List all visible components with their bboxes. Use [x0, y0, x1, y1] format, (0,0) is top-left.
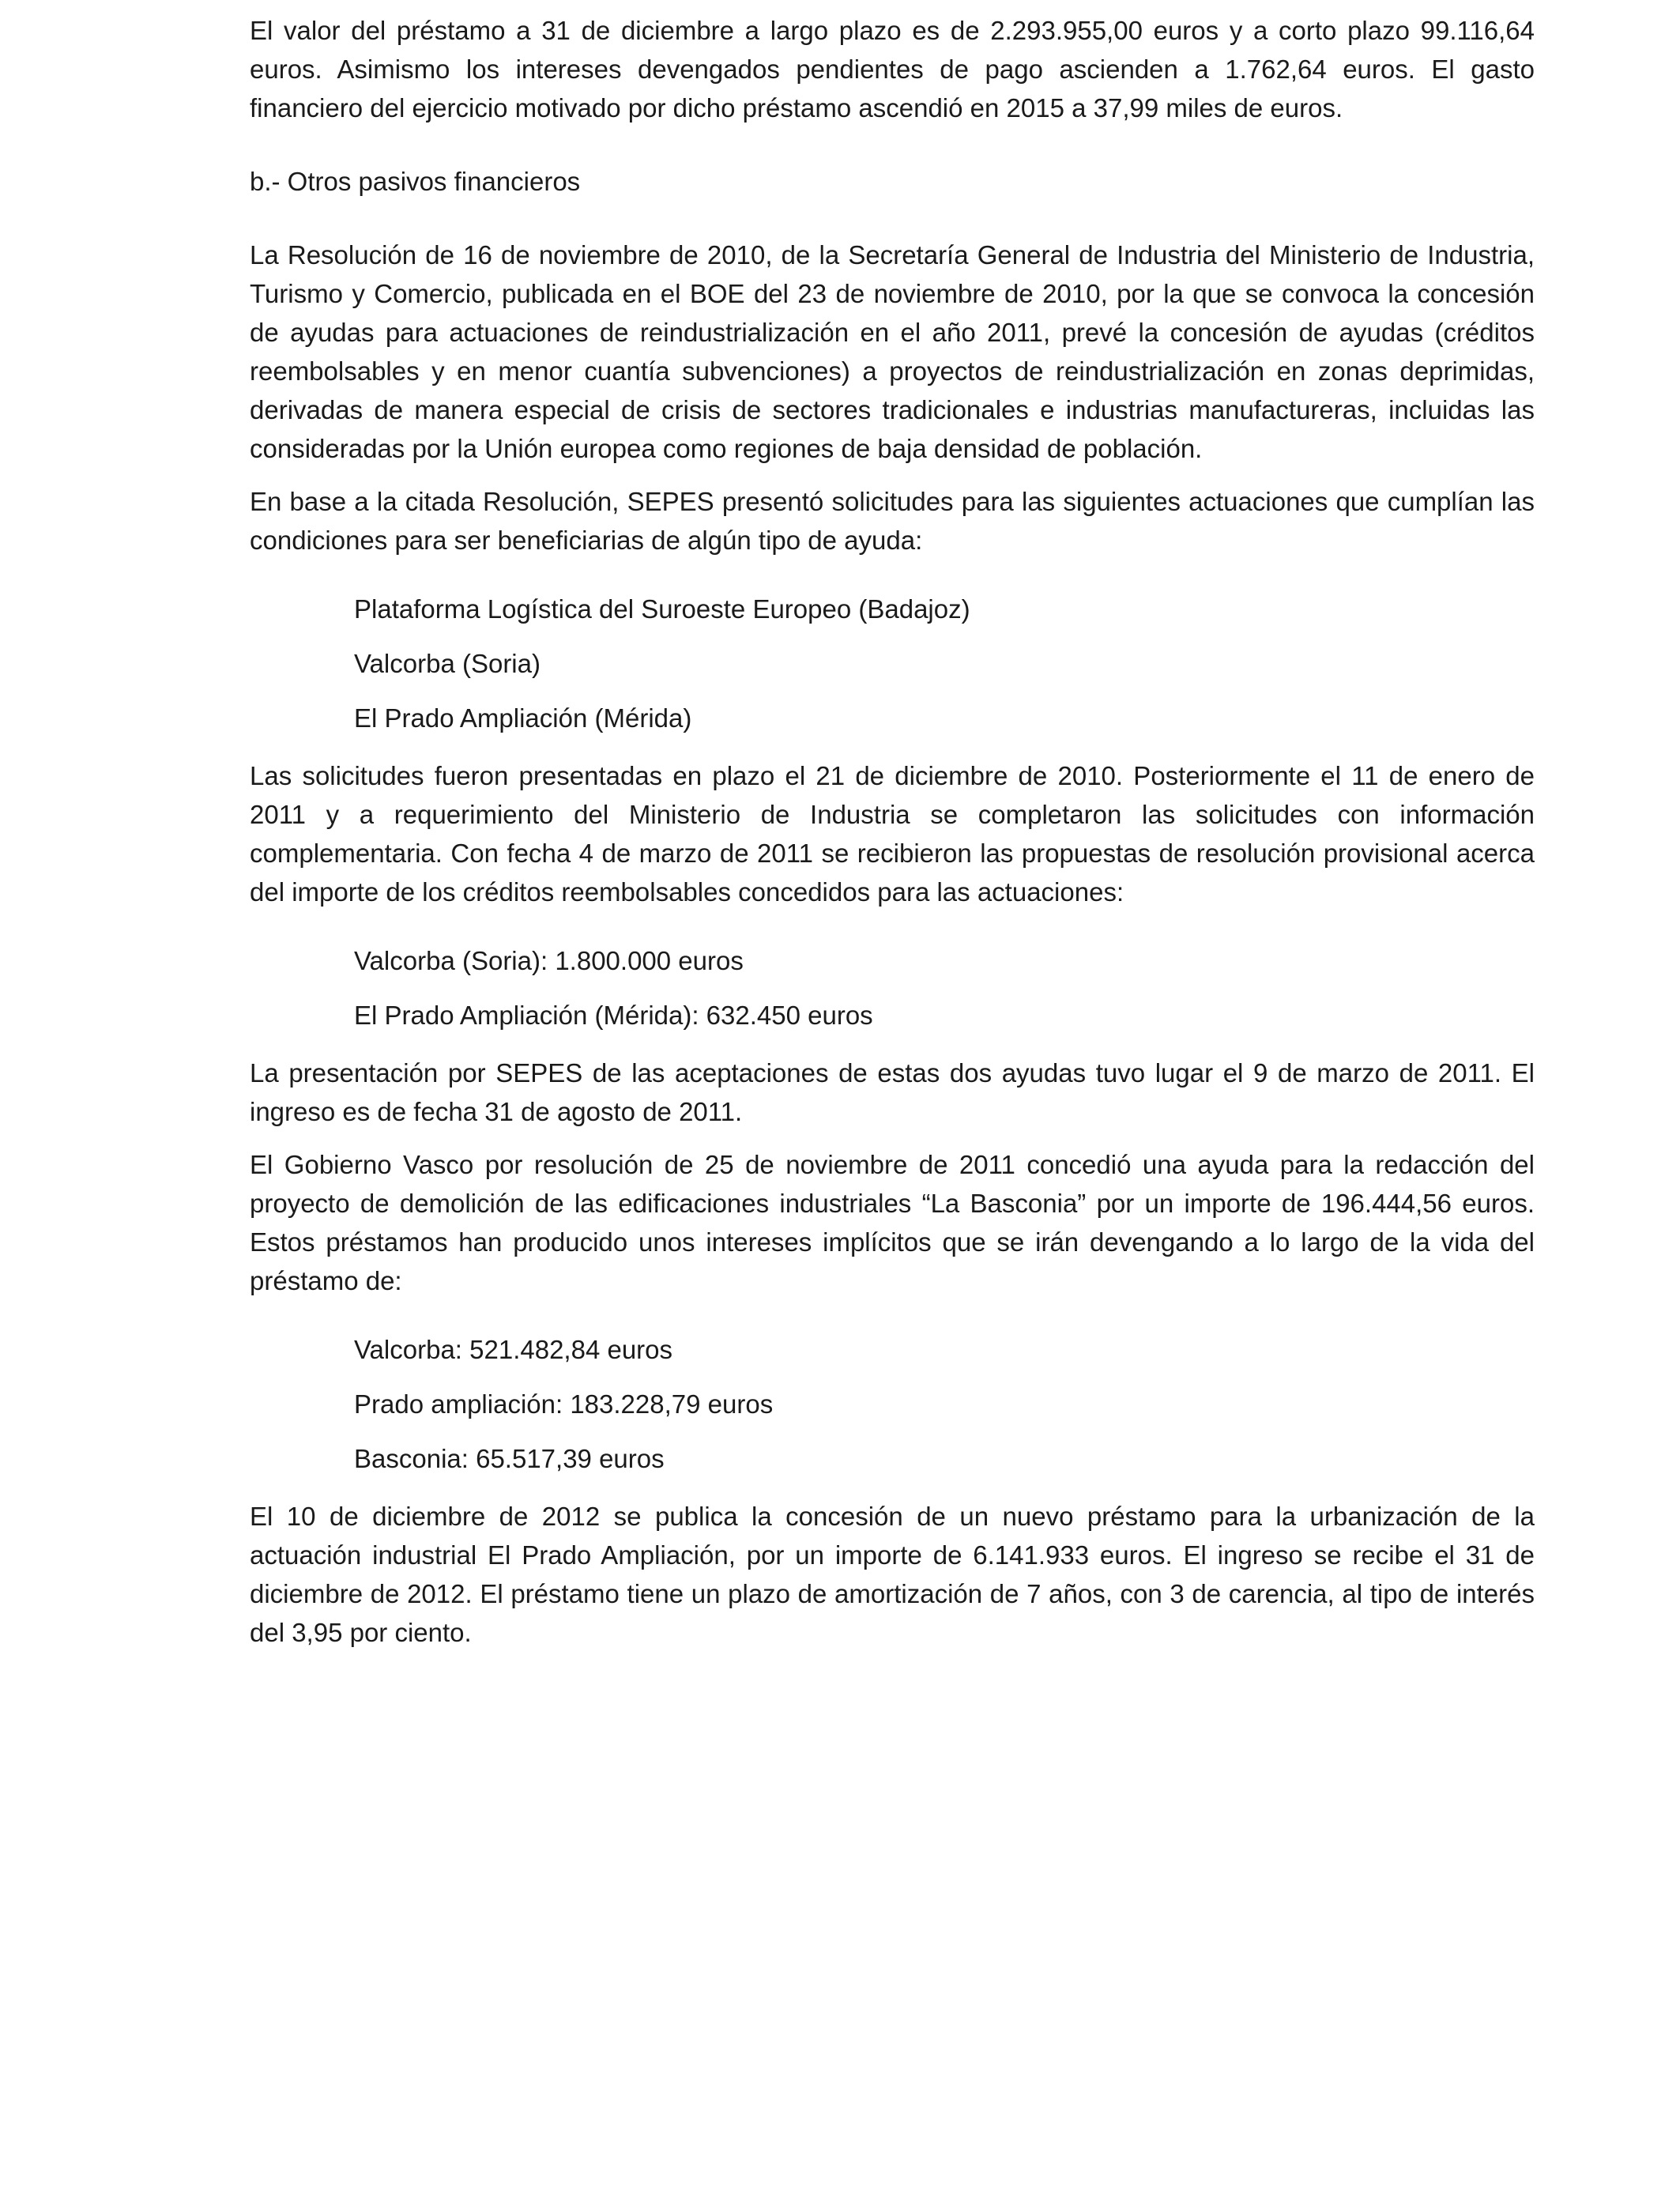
list-item: Valcorba (Soria) [354, 649, 541, 678]
list-item: El Prado Ampliación (Mérida): 632.450 euros [354, 1001, 873, 1030]
document-page [250, 11, 1535, 1652]
paragraph-resolucion: La Resolución de 16 de noviembre de 2010, de la Secretaría General de Industria del Ministerio de Industria, Turismo y Comercio, publicada en el BOE del 23 de noviembre de 2010, por la que se convoca la concesión de ayudas para actuaciones de reindustrialización en el año 2011, prevé la concesión de ayudas (créditos reembolsables y en menor cuantía subvenciones) a proyectos de reindustrialización en zonas deprimidas, derivadas de manera especial de crisis de sectores tradicionales e industrias manufactureras, incluidas las consideradas por la Unión europea como regiones de baja densidad de población. [250, 240, 1535, 463]
list-intereses [250, 1330, 1535, 1478]
paragraph-solicitudes: Las solicitudes fueron presentadas en plazo el 21 de diciembre de 2010. Posteriormente el 11 de enero de 2011 y a requerimiento del Ministerio de Industria se completaron las solicitudes con información complementaria. Con fecha 4 de marzo de 2011 se recibieron las propuestas de resolución provisional acerca del importe de los créditos reembolsables concedidos para las actuaciones: [250, 761, 1535, 907]
list-item: El Prado Ampliación (Mérida) [354, 703, 692, 733]
paragraph-aceptaciones: La presentación por SEPES de las aceptaciones de estas dos ayudas tuvo lugar el 9 de marzo de 2011. El ingreso es de fecha 31 de agosto de 2011. [250, 1058, 1535, 1126]
list-creditos [250, 941, 1535, 1035]
list-actuaciones [250, 590, 1535, 737]
list-item: Plataforma Logística del Suroeste Europeo (Badajoz) [354, 594, 970, 624]
list-item: Valcorba: 521.482,84 euros [354, 1335, 673, 1364]
paragraph-prestamo-2012: El 10 de diciembre de 2012 se publica la concesión de un nuevo préstamo para la urbanización de la actuación industrial El Prado Ampliación, por un importe de 6.141.933 euros. El ingreso se recibe el 31 de diciembre de 2012. El préstamo tiene un plazo de amortización de 7 años, con 3 de carencia, al tipo de interés del 3,95 por ciento. [250, 1502, 1535, 1647]
paragraph-base: En base a la citada Resolución, SEPES presentó solicitudes para las siguientes actuaciones que cumplían las condiciones para ser beneficiarias de algún tipo de ayuda: [250, 487, 1535, 555]
list-item: Basconia: 65.517,39 euros [354, 1444, 665, 1473]
list-item: Prado ampliación: 183.228,79 euros [354, 1389, 774, 1419]
paragraph-gobierno-vasco: El Gobierno Vasco por resolución de 25 de noviembre de 2011 concedió una ayuda para la redacción del proyecto de demolición de las edificaciones industriales “La Basconia” por un importe de 196.444,56 euros. Estos préstamos han producido unos intereses implícitos que se irán devengando a lo largo de la vida del préstamo de: [250, 1150, 1535, 1295]
paragraph-loan-value: El valor del préstamo a 31 de diciembre a largo plazo es de 2.293.955,00 euros y a corto plazo 99.116,64 euros. Asimismo los intereses devengados pendientes de pago ascienden a 1.762,64 euros. El gasto financiero del ejercicio motivado por dicho préstamo ascendió en 2015 a 37,99 miles de euros. [250, 16, 1535, 123]
section-heading: b.- Otros pasivos financieros [250, 167, 581, 196]
list-item: Valcorba (Soria): 1.800.000 euros [354, 946, 744, 975]
